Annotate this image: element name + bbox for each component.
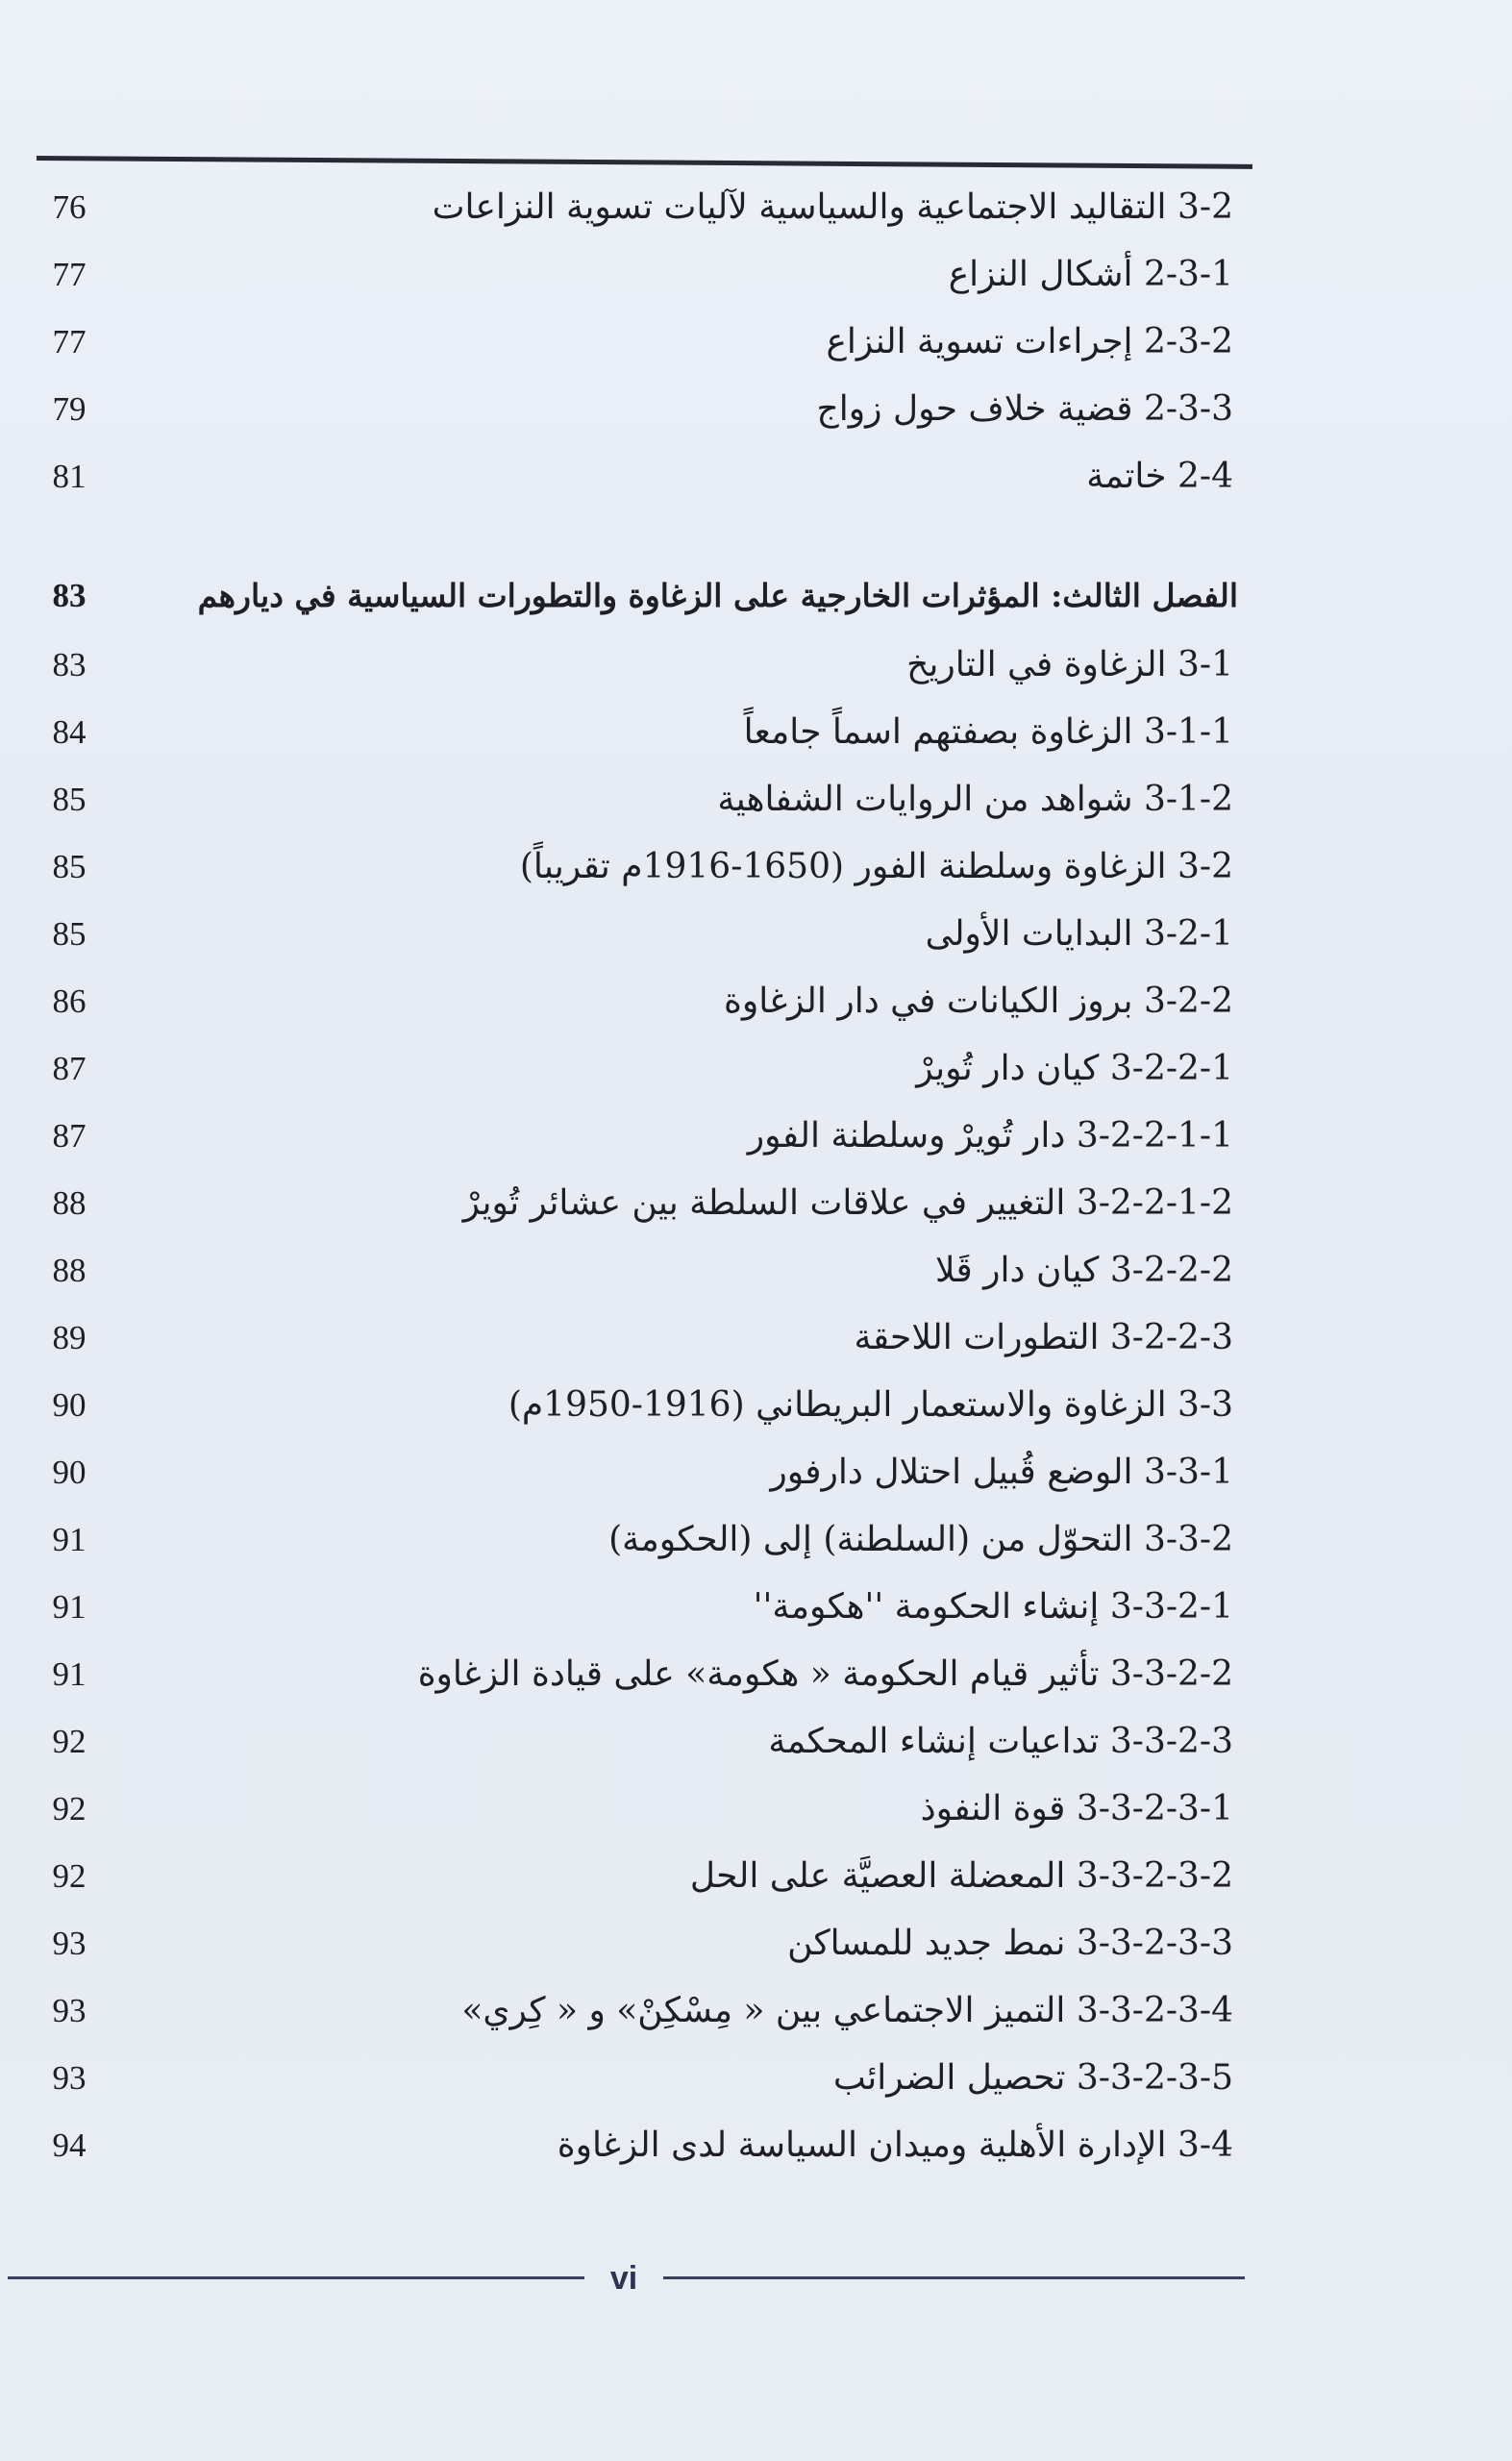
toc-entry-page: 91 xyxy=(52,1655,87,1693)
toc-entry-title: 3-2-2-1 كيان دار تُويرْ xyxy=(916,1049,1233,1088)
toc-entry xyxy=(0,1511,1512,1569)
toc-entry-title: 3-3-2-2 تأثير قيام الحكومة « هكومة» على قيادة الزغاوة xyxy=(417,1654,1233,1694)
toc-entry xyxy=(0,2050,1512,2107)
toc-entry xyxy=(0,246,1512,304)
toc-entry-page: 81 xyxy=(52,458,87,495)
toc-entry xyxy=(0,1309,1512,1367)
toc-entry xyxy=(0,1713,1512,1771)
toc-entry xyxy=(0,381,1512,438)
toc-entry xyxy=(0,973,1512,1031)
toc-entry-page: 90 xyxy=(52,1454,87,1491)
toc-entry-title: 2-4 خاتمة xyxy=(1086,457,1233,496)
toc-entry xyxy=(0,771,1512,829)
toc-entry-title: 3-2-2 بروز الكيانات في دار الزغاوة xyxy=(724,982,1233,1021)
toc-entry-page: 93 xyxy=(52,1992,87,2029)
toc-entry-title: 3-2-1 البدايات الأولى xyxy=(925,914,1233,954)
toc-entry-page: 77 xyxy=(52,256,87,293)
toc-entry-title: 3-3-2-3-2 المعضلة العصيَّة على الحل xyxy=(689,1856,1233,1896)
toc-entry-page: 92 xyxy=(52,1857,87,1895)
toc-entry-page: 88 xyxy=(52,1252,87,1289)
toc-entry xyxy=(0,1646,1512,1703)
toc-entry xyxy=(0,1579,1512,1636)
toc-entry-title: 3-3-2-1 إنشاء الحكومة ''هكومة'' xyxy=(753,1587,1233,1627)
toc-entry xyxy=(0,313,1512,371)
toc-entry xyxy=(0,838,1512,896)
toc-entry xyxy=(0,1848,1512,1905)
toc-entry-page: 93 xyxy=(52,2059,87,2097)
toc-entry-page: 79 xyxy=(52,390,87,428)
toc-entry xyxy=(0,448,1512,506)
toc-entry xyxy=(0,1982,1512,2040)
toc-entry-page: 92 xyxy=(52,1723,87,1760)
toc-entry-title: 3-2 الزغاوة وسلطنة الفور (1650-1916م تقريباً) xyxy=(519,847,1233,886)
toc-entry xyxy=(0,636,1512,694)
toc-entry-title: 3-2 التقاليد الاجتماعية والسياسية لآليات تسوية النزاعات xyxy=(432,187,1233,227)
toc-entry-title: 3-2-2-2 كيان دار قَلا xyxy=(935,1251,1233,1290)
toc-entry-page: 85 xyxy=(52,781,87,818)
toc-entry-title: 3-3-2-3-1 قوة النفوذ xyxy=(920,1789,1233,1828)
toc-entry-title: 3-2-2-3 التطورات اللاحقة xyxy=(854,1318,1233,1357)
chapter-heading xyxy=(0,567,1512,625)
toc-entry xyxy=(0,1175,1512,1232)
toc-entry xyxy=(0,704,1512,761)
toc-entry-page: 90 xyxy=(52,1386,87,1424)
toc-entry xyxy=(0,1040,1512,1098)
toc-entry-page: 87 xyxy=(52,1050,87,1087)
toc-entry-title: 2-3-2 إجراءات تسوية النزاع xyxy=(826,322,1233,361)
toc-entry-title: 2-3-1 أشكال النزاع xyxy=(948,255,1233,294)
toc-entry-title: 3-3-2 التحوّل من (السلطنة) إلى (الحكومة) xyxy=(608,1520,1233,1559)
toc-entry xyxy=(0,1915,1512,1973)
toc-entry-page: 84 xyxy=(52,713,87,751)
toc-entry-page: 94 xyxy=(52,2126,87,2164)
toc-entry-page: 83 xyxy=(52,646,87,684)
toc-entry-page: 77 xyxy=(52,323,87,360)
toc-entry xyxy=(0,2117,1512,2175)
toc-entry-page: 85 xyxy=(52,915,87,953)
toc-entry xyxy=(0,1780,1512,1838)
toc-entry-title: 3-4 الإدارة الأهلية وميدان السياسة لدى الزغاوة xyxy=(557,2125,1233,2165)
toc-entry-title: 3-1 الزغاوة في التاريخ xyxy=(906,645,1233,684)
toc-entry-title: 3-2-2-1-1 دار تُويرْ وسلطنة الفور xyxy=(747,1116,1233,1156)
page-number: vi xyxy=(609,2260,638,2297)
toc-entry-title: 3-3-2-3-4 التميز الاجتماعي بين « مِسْكِنْ» و « كِري» xyxy=(461,1991,1233,2030)
toc-entry xyxy=(0,1242,1512,1300)
toc-entry-title: 3-3 الزغاوة والاستعمار البريطاني (1916-1950م) xyxy=(508,1385,1233,1425)
toc-entry xyxy=(0,906,1512,963)
toc-entry-title: 3-3-2-3-3 نمط جديد للمساكن xyxy=(787,1924,1233,1963)
toc-entry-title: 2-3-3 قضية خلاف حول زواج xyxy=(816,389,1233,429)
footer-rule-right xyxy=(663,2276,1245,2279)
footer-rule-left xyxy=(8,2276,584,2279)
toc-entry-title: 3-2-2-1-2 التغيير في علاقات السلطة بين عشائر تُويرْ xyxy=(462,1183,1233,1223)
toc-entry-title: 3-1-2 شواهد من الروايات الشفاهية xyxy=(717,780,1233,819)
chapter-page: 83 xyxy=(52,577,87,614)
toc-entry-page: 93 xyxy=(52,1925,87,1962)
toc-entry-page: 91 xyxy=(52,1588,87,1626)
page-footer xyxy=(0,2250,1512,2307)
toc-entry-page: 91 xyxy=(52,1521,87,1558)
toc-entry-title: 3-3-2-3 تداعيات إنشاء المحكمة xyxy=(768,1722,1233,1761)
toc-entry-page: 76 xyxy=(52,188,87,226)
toc-entry-title: 3-1-1 الزغاوة بصفتهم اسماً جامعاً xyxy=(743,712,1233,752)
toc-entry xyxy=(0,1444,1512,1502)
chapter-title: الفصل الثالث: المؤثرات الخارجية على الزغاوة والتطورات السياسية في ديارهم xyxy=(197,577,1238,614)
toc-entry-title: 3-3-2-3-5 تحصيل الضرائب xyxy=(832,2058,1233,2098)
toc-entry-page: 85 xyxy=(52,848,87,885)
toc-entry xyxy=(0,1377,1512,1434)
toc-entry-page: 86 xyxy=(52,982,87,1020)
toc-entry-page: 89 xyxy=(52,1319,87,1356)
toc-entry xyxy=(0,179,1512,236)
toc-entry-page: 87 xyxy=(52,1117,87,1155)
toc-entry-title: 3-3-1 الوضع قُبيل احتلال دارفور xyxy=(770,1453,1233,1492)
toc-entry-page: 88 xyxy=(52,1184,87,1222)
toc-entry-page: 92 xyxy=(52,1790,87,1827)
toc-entry xyxy=(0,1107,1512,1165)
